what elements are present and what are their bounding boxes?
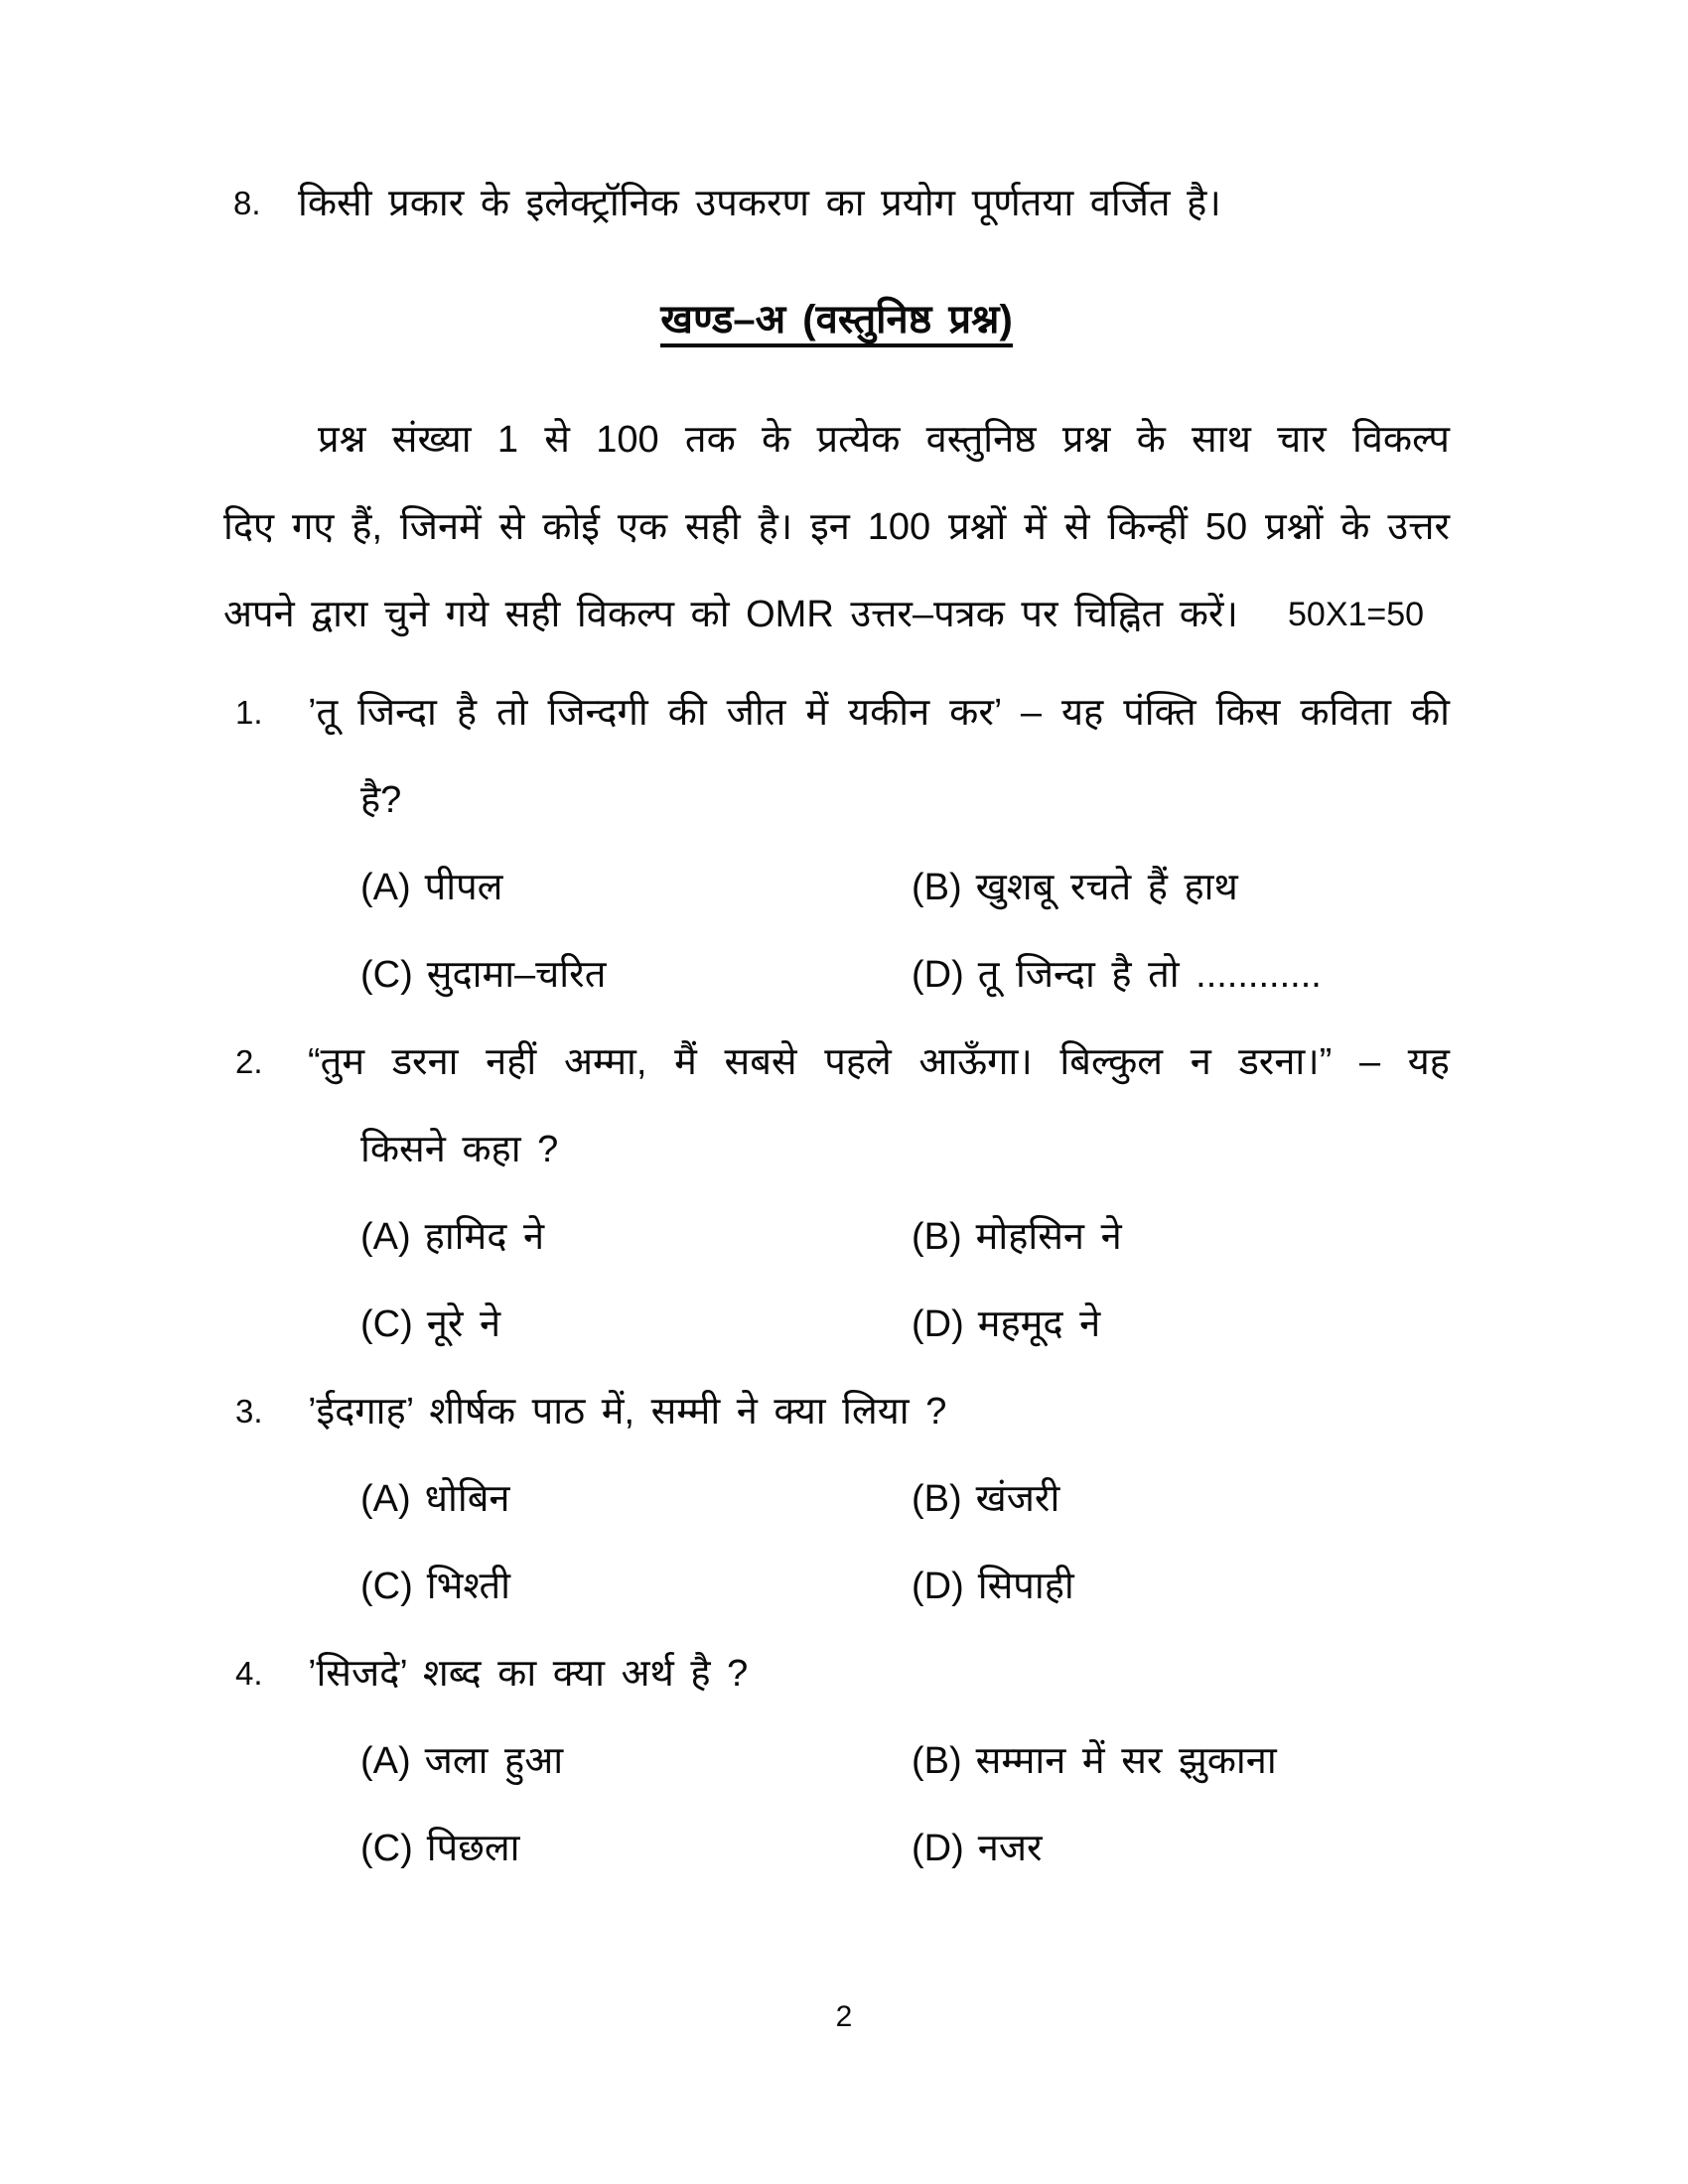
- option-a-label: (A): [360, 1216, 411, 1258]
- question-3-body: [308, 1368, 1450, 1630]
- intro-line-2: दिए गए हैं, जिनमें से कोई एक सही है। इन 100 प्रश्नों में से किन्हीं 50 प्रश्नों के उत्तर: [223, 506, 1450, 548]
- option-c: [360, 931, 912, 1019]
- option-b-label: (B): [912, 867, 962, 908]
- option-c-text: भिश्ती: [426, 1566, 510, 1607]
- option-d-label: (D): [912, 1303, 964, 1345]
- option-c-label: (C): [360, 954, 413, 996]
- option-d-label: (D): [912, 954, 964, 996]
- question-2-options: [360, 1193, 1450, 1368]
- option-a: [360, 1193, 912, 1281]
- option-a-label: (A): [360, 1478, 411, 1520]
- option-d: [912, 1281, 1450, 1368]
- option-c-text: नूरे ने: [426, 1303, 501, 1345]
- page-number: 2: [835, 2000, 853, 2033]
- option-b-text: खंजरी: [975, 1478, 1060, 1520]
- instruction-item-8: [223, 160, 1450, 247]
- question-2: [223, 1019, 1450, 1368]
- option-a: [360, 844, 912, 931]
- option-c-label: (C): [360, 1303, 413, 1345]
- option-c-label: (C): [360, 1828, 413, 1869]
- option-c-text: पिछला: [426, 1828, 520, 1869]
- option-b-text: सम्मान में सर झुकाना: [975, 1740, 1277, 1782]
- question-4: [223, 1630, 1450, 1892]
- option-d: [912, 931, 1450, 1019]
- marks-scheme: 50X1=50: [1288, 596, 1425, 633]
- option-b: [912, 844, 1450, 931]
- question-2-line-1: “तुम डरना नहीं अम्मा, मैं सबसे पहले आऊँगा। बिल्कुल न डरना।” – यह: [308, 1041, 1450, 1083]
- question-3: [223, 1368, 1450, 1630]
- option-c-label: (C): [360, 1566, 413, 1607]
- option-a-label: (A): [360, 867, 411, 908]
- option-b: [912, 1455, 1450, 1543]
- question-1-line-2: है?: [360, 779, 402, 821]
- option-d-label: (D): [912, 1566, 964, 1607]
- option-a-text: पीपल: [424, 867, 503, 908]
- option-c: [360, 1543, 912, 1630]
- question-1-body: [308, 669, 1450, 1019]
- question-1-options: [360, 844, 1450, 1019]
- question-4-body: [308, 1630, 1450, 1892]
- intro-line-3: [223, 571, 1450, 658]
- question-4-line-1: ’सिजदे’ शब्द का क्या अर्थ है ?: [308, 1653, 749, 1695]
- option-b-label: (B): [912, 1216, 962, 1258]
- instruction-text: किसी प्रकार के इलेक्ट्रॉनिक उपकरण का प्रयोग पूर्णतया वर्जित है।: [298, 183, 1221, 224]
- question-3-line-1: ’ईदगाह’ शीर्षक पाठ में, सम्मी ने क्या लिया ?: [308, 1391, 947, 1433]
- option-a-text: जला हुआ: [424, 1740, 564, 1782]
- instruction-number: 8.: [233, 185, 261, 221]
- option-a-text: धोबिन: [424, 1478, 510, 1520]
- question-2-number: 2.: [235, 1043, 263, 1080]
- question-3-number: 3.: [235, 1393, 263, 1430]
- question-2-body: [308, 1019, 1450, 1368]
- option-a-text: हामिद ने: [424, 1216, 545, 1258]
- section-heading-text: खण्ड–अ (वस्तुनिष्ठ प्रश्न): [660, 298, 1013, 347]
- option-b: [912, 1717, 1450, 1805]
- option-d-text: नजर: [977, 1828, 1043, 1869]
- option-a: [360, 1455, 912, 1543]
- option-c: [360, 1281, 912, 1368]
- question-2-line-2: किसने कहा ?: [360, 1129, 559, 1170]
- page-content: [223, 0, 1450, 1892]
- question-3-options: [360, 1455, 1450, 1630]
- option-c: [360, 1805, 912, 1892]
- option-d-text: सिपाही: [977, 1566, 1074, 1607]
- section-heading: [223, 276, 1450, 363]
- question-1: [223, 669, 1450, 1019]
- option-a: [360, 1717, 912, 1805]
- option-b-text: खुशबू रचते हैं हाथ: [975, 867, 1238, 908]
- question-4-options: [360, 1717, 1450, 1892]
- option-d: [912, 1543, 1450, 1630]
- question-1-number: 1.: [235, 694, 263, 731]
- intro-paragraph: [223, 396, 1450, 658]
- option-c-text: सुदामा–चरित: [426, 954, 607, 996]
- option-b: [912, 1193, 1450, 1281]
- question-4-number: 4.: [235, 1655, 263, 1692]
- option-d-label: (D): [912, 1828, 964, 1869]
- option-d: [912, 1805, 1450, 1892]
- option-b-label: (B): [912, 1740, 962, 1782]
- option-a-label: (A): [360, 1740, 411, 1782]
- intro-line-3-text: अपने द्वारा चुने गये सही विकल्प को OMR उत्तर–पत्रक पर चिह्नित करें।: [223, 594, 1238, 635]
- option-b-label: (B): [912, 1478, 962, 1520]
- question-1-line-1: ’तू जिन्दा है तो जिन्दगी की जीत में यकीन कर’ – यह पंक्ति किस कविता की: [308, 692, 1450, 734]
- option-d-text: महमूद ने: [977, 1303, 1101, 1345]
- option-b-text: मोहसिन ने: [975, 1216, 1122, 1258]
- intro-line-1: प्रश्न संख्या 1 से 100 तक के प्रत्येक वस्तुनिष्ठ प्रश्न के साथ चार विकल्प: [318, 419, 1450, 461]
- option-d-text: तू जिन्दा है तो ............: [977, 954, 1322, 996]
